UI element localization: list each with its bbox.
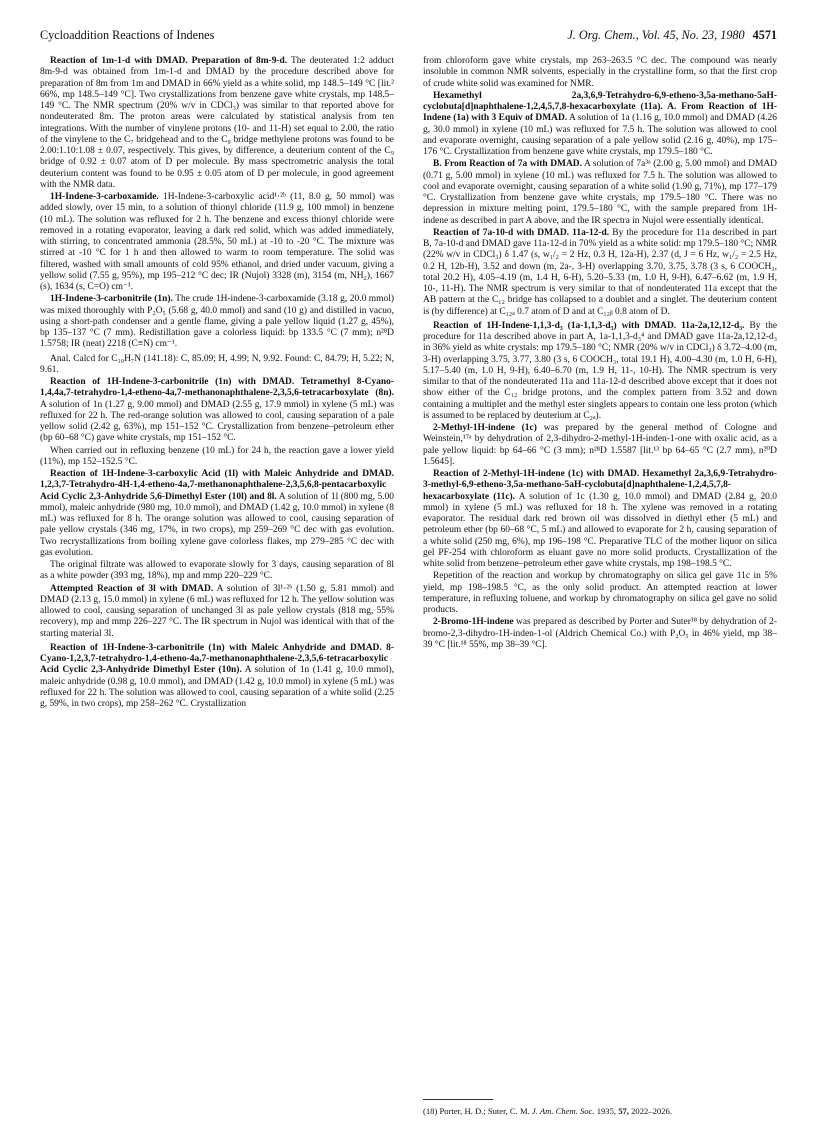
paragraph-heading: 2-Bromo-1H-indene <box>433 617 514 628</box>
paragraph <box>40 192 394 293</box>
paragraph-body: By the procedure for 11a described above in part A, 1a-1,1,3-d₃⁴ and DMAD gave 11a-2a,12,12-d₃ in 36% yield as white crystals: mp 179.5–180 °C; NMR (20% w/v in CDCl₃) δ 3.72–4.00 (m, 3-H) overlapping 3.75, 3.77, 3.80 (3 s, 6 COOCH₃, total 19.1 H), 4.00–4.30 (m, 1.0 H, 6-H), 5.17–5.40 (m, 1.0 H, 9-H), 6.40–6.70 (m, 1.9 H, 11-, 10-H). The NMR spectrum is very similar to that of the nondeuterated 11a and 11a-12-d described above except that it does not show either of the C₁₂ bridge protons, and the complex pattern from 3.52 and down containing a multiplet and the methyl ester singlets appears to contain one less proton (which is assumed to be replaced by deuterium at C₂ₐ). <box>423 320 777 421</box>
paragraph-heading: Reaction of 2-Methyl-1H-indene (1c) with DMAD. Hexamethyl 2a,3,6,9-Tetrahydro-3-methyl-6,9-etheno-3,5a-methano-5aH-cyclobuta[d]naphthalene-1,2,4,5,7,8-hexacarboxylate (11c). <box>423 469 777 502</box>
paragraph-heading: Reaction of 7a-10-d with DMAD. 11a-12-d. <box>433 227 610 238</box>
running-header <box>40 26 777 44</box>
footnote <box>423 1106 777 1117</box>
paragraph-heading: Reaction of 1H-Indene-3-carbonitrile (1n) with Maleic Anhydride and DMAD. 8-Cyano-1,2,3,7-tetrahydro-1,4-etheno-4a,7-methanonaphthalene-2,3,5,6-tetracarboxylic Acid Cyclic 2,3-Anhydride Dimethyl Ester (10n). <box>40 642 394 676</box>
journal-name: J. Org. Chem., Vol. 45, No. 23, 1980 <box>567 28 745 42</box>
footnote-number: (18) <box>423 1106 438 1116</box>
paragraph <box>40 377 394 445</box>
footnote-rule <box>423 1099 493 1100</box>
paragraph-body: A solution of 1l (800 mg, 5.00 mmol), maleic anhydride (980 mg, 10.0 mmol), and DMAD (1.42 g, 10.0 mmol) in xylene (8 mL) was refluxed for 8 h. The orange solution was allowed to cool, causing separation of pale yellow crystals (346 mg, 17%, in two crops), mp 259–269 °C dec with gas evolution. Two recrystallizations from boiling xylene gave colorless flakes, mp 279–285 °C dec with gas evolution. <box>40 491 394 558</box>
paragraph <box>40 469 394 559</box>
paragraph <box>423 56 777 90</box>
paragraph-body: The deuterated 1:2 adduct 8m-9-d was obtained from 1m-1-d and DMAD by the procedure described above for preparation of 8m from 1m and DMAD in 66% yield as a white solid, mp 148.5–149 °C [lit.² 66%, mp 148.5–149 °C]. Two crystallizations from benzene gave white crystals, mp 148.5–149 °C. The NMR spectrum (20% w/v in CDCl₃) was similar to that reported above for nondeuterated 8m. The proton areas were calculated by statistical analysis from ten integrations. With the number of vinylene protons (10- and 11-H) set equal to 2.00, the ratio of the vinylene to the C₇ bridgehead and to the C₉ bridge methylene protons was found to be 2.00:1.10:1.08 ± 0.07, respectively. This gives, by difference, a deuterium content of the C₉ bridge of 0.92 ± 0.07 atom of D per molecule. By mass spectrometric analysis the total deuterium content was found to be 0.95 ± 0.05 atom of D per molecule, in good agreement with the NMR data. <box>40 56 394 190</box>
paragraph-body: was prepared as described by Porter and Suter¹⁸ by dehydration of 2-bromo-2,3-dihydro-1H-inden-1-ol (Aldrich Chemical Co.) with P₂O₅ in 46% yield, mp 38–39 °C [lit.¹⁸ 55%, mp 38–39 °C]. <box>423 617 777 650</box>
paragraph <box>423 469 777 570</box>
paragraph-heading: 2-Methyl-1H-indene (1c) <box>433 423 537 433</box>
paragraph <box>423 423 777 468</box>
paragraph-body: from chloroform gave white crystals, mp 263–263.5 °C dec. The compound was nearly insoluble in common NMR solvents, especially in the crystalline form, so that the first crop of crude white solid was examined for NMR. <box>423 56 777 89</box>
paragraph <box>423 571 777 616</box>
paragraph <box>40 560 394 583</box>
paragraph <box>423 617 777 651</box>
paragraph-heading: Hexamethyl 2a,3,6,9-Tetrahydro-6,9-etheno-3,5a-methano-5aH-cyclobuta[d]naphthalene-1,2,4,5,7,8-hexacarboxylate (11a). A. From Reaction of 1H-Indene (1a) with 3 Equiv of DMAD. <box>423 90 777 124</box>
journal-citation <box>567 26 777 44</box>
paragraph-body: A solution of 7a³ᵃ (2.00 g, 5.00 mmol) and DMAD (0.71 g, 5.00 mmol) in xylene (10 mL) was refluxed for 7.5 h. The solution was allowed to cool and evaporate overnight, causing separation of a white solid (1.90 g, 71%), mp 177–179 °C. Crystallization from benzene gave white crystals, mp 179.5–180 °C. There was no depression in mixture melting point, 179.5–180 °C, with the sample prepared from 1H-indene as described in part A above, and the IR spectra in Nujol were essentially identical. <box>423 159 777 226</box>
running-title: Cycloaddition Reactions of Indenes <box>40 28 215 42</box>
paragraph-body: A solution of 1n (1.27 g, 9.00 mmol) and DMAD (2.55 g, 17.9 mmol) in xylene (5 mL) was refluxed for 22 h. The red-orange solution was allowed to cool, causing separation of a pale yellow solid (2.42 g, 63%), mp 151–152 °C. Crystallization from benzene–petroleum ether (bp 60–68 °C) gave white crystals, mp 151–152 °C. <box>40 399 394 444</box>
paragraph-body: Repetition of the reaction and workup by chromatography on silica gel gave 11c in 5% yield, mp 198–198.5 °C, as the only solid product. An attempted reaction at lower temperature, in refluxing toluene, and workup by chromatography on silica gel gave no solid products. <box>423 571 777 615</box>
paragraph <box>423 321 777 422</box>
paragraph-heading: Reaction of 1H-Indene-3-carboxylic Acid (1l) with Maleic Anhydride and DMAD. 1,2,3,7-Tetrahydro-4H-1,4-etheno-4a,7-methanonaphthalene-2,3,5,6,8-pentacarboxylic Acid Cyclic 2,3-Anhydride 5,6-Dimethyl Ester (10l) and 8l. <box>40 469 394 502</box>
paragraph-heading: Reaction of 1H-Indene-3-carbonitrile (1n) with DMAD. Tetramethyl 8-Cyano-1,4,4a,7-tetrahydro-1,4-etheno-4a,7-methanonaphthalene-2,3,5,6-tetracarboxylate (8n). <box>40 377 394 399</box>
footnote-authors: Porter, H. D.; Suter, C. M. <box>439 1106 530 1116</box>
paragraph-body: Anal. Calcd for C₁₀H₇N (141.18): C, 85.09; H, 4.99; N, 9.92. Found: C, 84.79; H, 5.22; N, 9.61. <box>40 353 394 375</box>
paragraph <box>40 584 394 640</box>
paragraph-heading: 1H-Indene-3-carbonitrile (1n). <box>50 294 173 305</box>
footnote-volume: 57, <box>618 1106 629 1116</box>
footnote-year: 1935, <box>596 1106 617 1116</box>
paragraph-body: was prepared by the general method of Cologne and Weinstein,¹⁷ᵃ by dehydration of 2,3-dihydro-2-methyl-1H-inden-1-one with oxalic acid, as a pale yellow liquid: bp 64–66 °C (3 mm); n²⁸D 1.5587 [lit.¹³ bp 64–65 °C (2.7 mm), n²⁰D 1.5645]. <box>423 423 777 467</box>
paragraph <box>423 159 777 227</box>
paragraph <box>40 56 394 191</box>
paragraph-body: When carried out in refluxing benzene (10 mL) for 24 h, the reaction gave a lower yield (11%), mp 152–152.5 °C. <box>40 445 394 467</box>
paragraph <box>40 643 394 711</box>
paragraph <box>423 91 777 159</box>
paragraph-body: 1H-Indene-3-carboxylic acid¹·²ᵇ (11, 8.0 g, 50 mmol) was added slowly, over 15 min, to a solution of thionyl chloride (11.9 g, 100 mmol) in benzene (10 mL). The solution was refluxed for 2 h. The benzene and excess thionyl chloride were removed in a rotating evaporator, leaving a dark red solid, which was added immediately, with stirring, to concentrated ammonia (28.5%, 50 mL) at -10 to -20 °C. The mixture was stirred at -10 °C for 1 h and then allowed to warm to room temperature. The solid was filtered, washed with small amounts of cold 95% ethanol, and dried under vacuum, giving a yellow solid (7.55 g, 95%), mp 195–212 °C dec; IR (Nujol) 3328 (m), 3154 (m, NH₂), 1667 (s), 1634 (s, C=O) cm⁻¹. <box>40 192 394 292</box>
left-column <box>40 56 394 1066</box>
paragraph-heading: Reaction of 1m-1-d with DMAD. Preparation of 8m-9-d. <box>50 56 288 66</box>
paragraph <box>40 294 394 350</box>
right-column <box>423 56 777 1066</box>
paragraph-body: A solution of 3l¹·²ᵇ (1.50 g, 5.81 mmol) and DMAD (2.13 g, 15.0 mmol) in xylene (6 mL) was refluxed for 12 h. The yellow solution was allowed to cool, causing separation of unchanged 3l as pale yellow crystals (818 mg, 55% recovery), mp and mmp 226–227 °C. The IR spectrum in Nujol was identical with that of the starting material 3l. <box>40 583 394 639</box>
paragraph-body: The crude 1H-indene-3-carboxamide (3.18 g, 20.0 mmol) was mixed thoroughly with P₂O₅ (5.68 g, 40.0 mmol) and sand (10 g) and distilled in vacuo, using a short-path condenser and a gentle flame, giving a pale yellow liquid (1.27 g, 45%), bp 135–137 °C (7 mm). Redistillation gave a colorless liquid: bp 133.5 °C (7 mm); n²⁸D 1.5758; IR (neat) 2218 (C≡N) cm⁻¹. <box>40 294 394 350</box>
paragraph-heading: B. From Reaction of 7a with DMAD. <box>433 159 582 170</box>
footnote-pages: 2022–2026. <box>631 1106 672 1116</box>
paragraph <box>40 354 394 377</box>
paragraph-heading: 1H-Indene-3-carboxamide. <box>50 192 159 202</box>
paragraph-heading: Attempted Reaction of 3l with DMAD. <box>50 583 214 594</box>
paragraph <box>423 228 777 318</box>
page-number: 4571 <box>752 28 777 42</box>
paragraph-body: A solution of 1c (1.30 g, 10.0 mmol) and DMAD (2.84 g, 20.0 mmol) in xylene (5 mL) was refluxed for 18 h. The xylene was removed in a rotating evaporator. The residual dark red brown oil was dissolved in diethyl ether (5 mL) and petroleum ether (bp 60–68 °C, 5 mL) and allowed to evaporate for 2 h, causing separation of a white solid (250 mg, 6%), mp 196–198 °C. Preparative TLC of the mother liquor on silica gel PF-254 with chloroform as eluant gave no more solid products. Crystallization of the white solid from benzene–petroleum ether gave white crystals, mp 198–198.5 °C. <box>423 491 777 569</box>
footnote-journal: J. Am. Chem. Soc. <box>531 1106 595 1116</box>
paragraph <box>40 446 394 469</box>
paragraph-body: A solution of 1a (1.16 g, 10.0 mmol) and DMAD (4.26 g, 30.0 mmol) in xylene (10 mL) was refluxed for 7.5 h. The solution was allowed to cool and evaporate overnight, causing separation of a pale yellow solid (2.16 g, 40%), mp 175–176 °C. Crystallization from benzene gave white crystals, mp 179.5–180 °C. <box>423 113 777 157</box>
paragraph-body: A solution of 1n (1.41 g, 10.0 mmol), maleic anhydride (0.98 g, 10.0 mmol), and DMAD (1.42 g, 10.0 mmol) in xylene (5 mL) was refluxed for 22 h. The solution was allowed to cool, causing separation of a white solid (2.25 g, 59%, in two crops), mp 258–262 °C. Crystallization <box>40 665 394 709</box>
paragraph-body: By the procedure for 11a described in part B, 7a-10-d and DMAD gave 11a-12-d in 70% yield as a white solid: mp 179.5–180 °C; NMR (22% w/v in CDCl₃) δ 1.47 (s, w₁/₂ = 2 Hz, 0.3 H, 12a-H), 2.37 (d, J = 6 Hz, w₁/₂ = 2.5 Hz, 0.2 H, 12b-H), 3.52 and down (m, 2a-, 3-H) overlapping 3.70, 3.75, 3.78 (3 s, 6 COOCH₃, total 20.2 H), 4.05–4.19 (m, 1.4 H, 6-H), 5.20–5.33 (m, 1.0 H, 9-H), 6.47–6.62 (m, 1.9 H, 10-, 11-H). The NMR spectrum is very similar to that of nondeuterated 11a except that the AB pattern at the C₁₂ bridge has collapsed to a doublet and a singlet. The deuterium content is (by difference) at C₁₂ₐ 0.7 atom of D and at C₁₂ᵦ 0.8 atom of D. <box>423 227 777 317</box>
paragraph-body: The original filtrate was allowed to evaporate slowly for 3 days, causing separation of 8l as a white powder (393 mg, 18%), mp and mmp 220–229 °C. <box>40 560 394 582</box>
paragraph-heading: Reaction of 1H-Indene-1,1,3-d₃ (1a-1,1,3-d₃) with DMAD. 11a-2a,12,12-d₃. <box>433 320 745 331</box>
